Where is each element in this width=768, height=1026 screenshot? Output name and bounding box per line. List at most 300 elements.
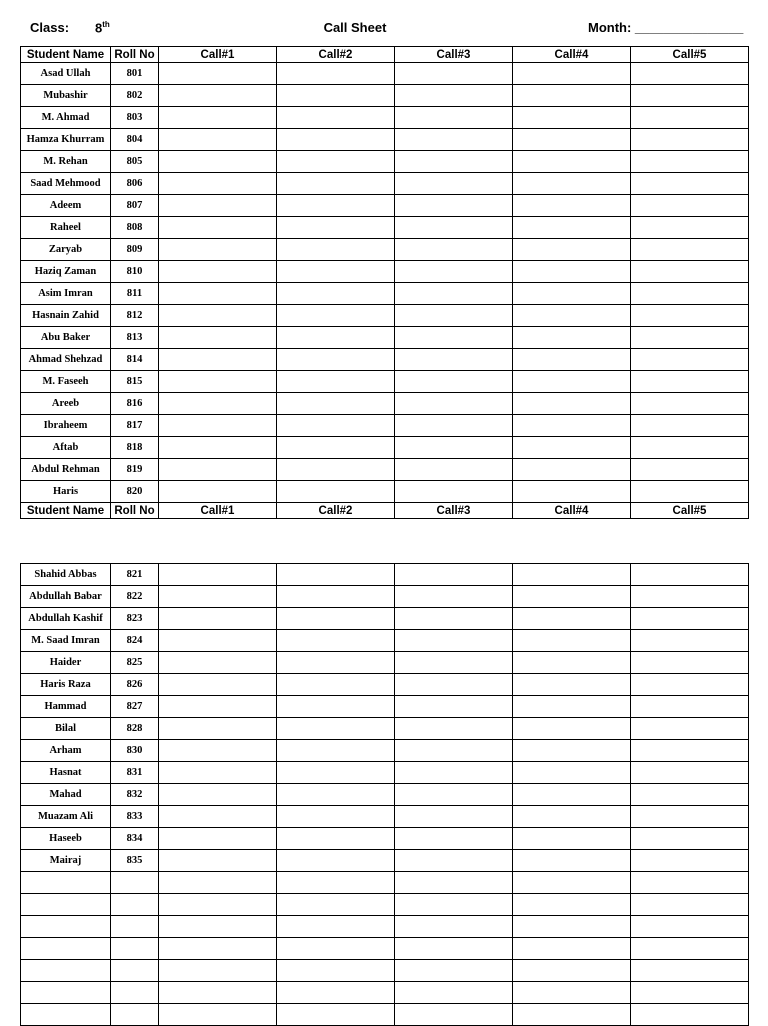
call-sheet-table-1: [20, 46, 749, 519]
student-name: Haris Raza: [21, 674, 111, 696]
roll-number: 808: [111, 217, 159, 239]
column-header-cell: Call#5: [631, 503, 749, 519]
call-cell[interactable]: [277, 652, 395, 674]
student-name: Abdul Rehman: [21, 459, 111, 481]
call-cell[interactable]: [277, 239, 395, 261]
call-cell[interactable]: [513, 960, 631, 982]
call-cell[interactable]: [395, 195, 513, 217]
call-cell[interactable]: [159, 872, 277, 894]
call-cell[interactable]: [513, 608, 631, 630]
call-cell[interactable]: [395, 151, 513, 173]
call-cell[interactable]: [395, 371, 513, 393]
call-cell[interactable]: [513, 239, 631, 261]
call-cell[interactable]: [631, 696, 749, 718]
call-cell[interactable]: [277, 481, 395, 503]
call-cell[interactable]: [395, 349, 513, 371]
call-cell[interactable]: [159, 481, 277, 503]
student-name: Ibraheem: [21, 415, 111, 437]
call-cell[interactable]: [159, 894, 277, 916]
call-cell[interactable]: [631, 459, 749, 481]
call-cell[interactable]: [395, 239, 513, 261]
call-cell[interactable]: [159, 151, 277, 173]
call-cell[interactable]: [631, 349, 749, 371]
call-cell[interactable]: [631, 784, 749, 806]
call-cell[interactable]: [159, 63, 277, 85]
call-cell[interactable]: [159, 239, 277, 261]
call-cell[interactable]: [159, 283, 277, 305]
table-row: [21, 415, 749, 437]
student-name: Bilal: [21, 718, 111, 740]
call-cell[interactable]: [631, 217, 749, 239]
roll-number: 819: [111, 459, 159, 481]
table-row: [21, 327, 749, 349]
call-cell[interactable]: [277, 349, 395, 371]
call-cell[interactable]: [513, 151, 631, 173]
call-cell[interactable]: [513, 481, 631, 503]
roll-number: 834: [111, 828, 159, 850]
call-cell[interactable]: [277, 828, 395, 850]
roll-number: 833: [111, 806, 159, 828]
call-cell[interactable]: [159, 415, 277, 437]
call-cell[interactable]: [395, 586, 513, 608]
call-cell[interactable]: [277, 762, 395, 784]
call-cell[interactable]: [513, 674, 631, 696]
call-cell[interactable]: [631, 415, 749, 437]
table-row: [21, 173, 749, 195]
call-cell[interactable]: [159, 85, 277, 107]
table-row: [21, 696, 749, 718]
call-cell[interactable]: [277, 217, 395, 239]
column-header-row: [21, 47, 749, 63]
call-cell[interactable]: [277, 195, 395, 217]
roll-number: 811: [111, 283, 159, 305]
roll-number: 804: [111, 129, 159, 151]
call-cell[interactable]: [513, 850, 631, 872]
call-cell[interactable]: [395, 85, 513, 107]
call-cell[interactable]: [277, 415, 395, 437]
roll-number: 821: [111, 564, 159, 586]
student-name: [21, 872, 111, 894]
call-cell[interactable]: [631, 608, 749, 630]
student-name: Haider: [21, 652, 111, 674]
table-row: [21, 850, 749, 872]
call-cell[interactable]: [513, 305, 631, 327]
call-cell[interactable]: [395, 217, 513, 239]
roll-number: 807: [111, 195, 159, 217]
table-row: [21, 1004, 749, 1026]
call-cell[interactable]: [631, 982, 749, 1004]
table-row: [21, 982, 749, 1004]
call-cell[interactable]: [395, 916, 513, 938]
call-cell[interactable]: [395, 1004, 513, 1026]
call-cell[interactable]: [631, 393, 749, 415]
call-cell[interactable]: [395, 173, 513, 195]
student-name: M. Faseeh: [21, 371, 111, 393]
student-name: Hasnain Zahid: [21, 305, 111, 327]
call-cell[interactable]: [631, 283, 749, 305]
call-cell[interactable]: [159, 371, 277, 393]
call-cell[interactable]: [631, 195, 749, 217]
call-cell[interactable]: [277, 916, 395, 938]
table-row: [21, 652, 749, 674]
call-cell[interactable]: [159, 674, 277, 696]
call-cell[interactable]: [395, 415, 513, 437]
column-header-cell: Student Name: [21, 47, 111, 63]
call-cell[interactable]: [395, 437, 513, 459]
roll-number: 831: [111, 762, 159, 784]
roll-number: 822: [111, 586, 159, 608]
table-row: [21, 305, 749, 327]
call-cell[interactable]: [631, 674, 749, 696]
call-cell[interactable]: [513, 718, 631, 740]
call-cell[interactable]: [159, 828, 277, 850]
call-cell[interactable]: [513, 564, 631, 586]
call-cell[interactable]: [631, 371, 749, 393]
call-cell[interactable]: [631, 305, 749, 327]
call-cell[interactable]: [159, 564, 277, 586]
call-cell[interactable]: [159, 608, 277, 630]
call-cell[interactable]: [631, 916, 749, 938]
table-row: [21, 459, 749, 481]
call-cell[interactable]: [631, 151, 749, 173]
call-cell[interactable]: [277, 718, 395, 740]
call-cell[interactable]: [631, 85, 749, 107]
call-cell[interactable]: [159, 107, 277, 129]
call-cell[interactable]: [513, 630, 631, 652]
call-cell[interactable]: [631, 481, 749, 503]
call-cell[interactable]: [395, 652, 513, 674]
column-header-cell: Call#1: [159, 47, 277, 63]
roll-number: [111, 982, 159, 1004]
call-cell[interactable]: [159, 195, 277, 217]
table-row: [21, 107, 749, 129]
call-cell[interactable]: [395, 982, 513, 1004]
call-cell[interactable]: [159, 850, 277, 872]
call-cell[interactable]: [159, 261, 277, 283]
call-cell[interactable]: [631, 107, 749, 129]
call-cell[interactable]: [395, 481, 513, 503]
student-name: Aftab: [21, 437, 111, 459]
call-cell[interactable]: [159, 586, 277, 608]
call-cell[interactable]: [513, 415, 631, 437]
call-cell[interactable]: [277, 564, 395, 586]
student-name: M. Rehan: [21, 151, 111, 173]
class-label: Class:: [30, 20, 70, 35]
call-cell[interactable]: [277, 85, 395, 107]
call-cell[interactable]: [631, 1004, 749, 1026]
student-name: Mubashir: [21, 85, 111, 107]
call-cell[interactable]: [395, 894, 513, 916]
call-cell[interactable]: [277, 850, 395, 872]
call-cell[interactable]: [631, 327, 749, 349]
call-cell[interactable]: [395, 784, 513, 806]
call-cell[interactable]: [159, 696, 277, 718]
roll-number: [111, 872, 159, 894]
call-cell[interactable]: [277, 107, 395, 129]
student-name: M. Saad Imran: [21, 630, 111, 652]
call-cell[interactable]: [513, 696, 631, 718]
call-cell[interactable]: [277, 63, 395, 85]
call-cell[interactable]: [277, 305, 395, 327]
call-cell[interactable]: [513, 652, 631, 674]
roll-number: 816: [111, 393, 159, 415]
call-cell[interactable]: [513, 459, 631, 481]
call-cell[interactable]: [513, 349, 631, 371]
call-cell[interactable]: [631, 564, 749, 586]
roll-number: 810: [111, 261, 159, 283]
call-cell[interactable]: [159, 718, 277, 740]
student-name: Areeb: [21, 393, 111, 415]
roll-number: 832: [111, 784, 159, 806]
student-name: Saad Mehmood: [21, 173, 111, 195]
call-cell[interactable]: [631, 872, 749, 894]
call-cell[interactable]: [159, 762, 277, 784]
call-cell[interactable]: [395, 718, 513, 740]
call-cell[interactable]: [631, 806, 749, 828]
call-cell[interactable]: [513, 982, 631, 1004]
call-cell[interactable]: [159, 349, 277, 371]
call-cell[interactable]: [513, 762, 631, 784]
call-cell[interactable]: [159, 982, 277, 1004]
call-cell[interactable]: [277, 586, 395, 608]
roll-number: 828: [111, 718, 159, 740]
call-cell[interactable]: [277, 938, 395, 960]
student-name: Hammad: [21, 696, 111, 718]
call-cell[interactable]: [513, 806, 631, 828]
call-cell[interactable]: [631, 239, 749, 261]
call-cell[interactable]: [277, 371, 395, 393]
table-row: [21, 261, 749, 283]
call-cell[interactable]: [513, 217, 631, 239]
call-cell[interactable]: [631, 586, 749, 608]
call-cell[interactable]: [159, 459, 277, 481]
call-cell[interactable]: [631, 894, 749, 916]
call-cell[interactable]: [395, 762, 513, 784]
call-cell[interactable]: [159, 305, 277, 327]
call-cell[interactable]: [277, 674, 395, 696]
call-cell[interactable]: [159, 437, 277, 459]
column-header-cell: Roll No: [111, 47, 159, 63]
table-row: [21, 674, 749, 696]
call-cell[interactable]: [159, 173, 277, 195]
call-cell[interactable]: [395, 283, 513, 305]
call-cell[interactable]: [395, 261, 513, 283]
call-cell[interactable]: [159, 740, 277, 762]
call-cell[interactable]: [159, 393, 277, 415]
student-name: Mahad: [21, 784, 111, 806]
call-cell[interactable]: [159, 129, 277, 151]
call-cell[interactable]: [395, 828, 513, 850]
call-cell[interactable]: [631, 652, 749, 674]
call-cell[interactable]: [631, 828, 749, 850]
call-cell[interactable]: [277, 784, 395, 806]
call-cell[interactable]: [513, 85, 631, 107]
call-cell[interactable]: [277, 283, 395, 305]
call-cell[interactable]: [395, 806, 513, 828]
call-cell[interactable]: [631, 437, 749, 459]
column-header-cell: Call#4: [513, 47, 631, 63]
column-header-cell: Call#4: [513, 503, 631, 519]
call-cell[interactable]: [277, 151, 395, 173]
roll-number: 820: [111, 481, 159, 503]
call-cell[interactable]: [631, 718, 749, 740]
table-row: [21, 283, 749, 305]
column-footer-row: [21, 503, 749, 519]
call-cell[interactable]: [159, 652, 277, 674]
call-cell[interactable]: [277, 960, 395, 982]
call-cell[interactable]: [395, 63, 513, 85]
call-cell[interactable]: [395, 305, 513, 327]
roll-number: 818: [111, 437, 159, 459]
call-cell[interactable]: [513, 1004, 631, 1026]
table-row: [21, 828, 749, 850]
call-cell[interactable]: [631, 850, 749, 872]
call-cell[interactable]: [277, 894, 395, 916]
call-cell[interactable]: [159, 327, 277, 349]
call-cell[interactable]: [631, 63, 749, 85]
call-cell[interactable]: [277, 261, 395, 283]
call-cell[interactable]: [513, 586, 631, 608]
call-cell[interactable]: [395, 459, 513, 481]
call-cell[interactable]: [277, 630, 395, 652]
call-cell[interactable]: [395, 674, 513, 696]
call-cell[interactable]: [159, 938, 277, 960]
call-cell[interactable]: [277, 806, 395, 828]
table-row: [21, 894, 749, 916]
call-cell[interactable]: [631, 960, 749, 982]
student-name: Arham: [21, 740, 111, 762]
call-cell[interactable]: [513, 261, 631, 283]
call-cell[interactable]: [395, 696, 513, 718]
call-cell[interactable]: [395, 608, 513, 630]
table-row: [21, 718, 749, 740]
call-cell[interactable]: [513, 938, 631, 960]
student-name: Hasnat: [21, 762, 111, 784]
call-sheet-table-2: [20, 563, 749, 1026]
call-cell[interactable]: [631, 173, 749, 195]
call-cell[interactable]: [513, 437, 631, 459]
roll-number: 824: [111, 630, 159, 652]
table-row: [21, 586, 749, 608]
student-name: Muazam Ali: [21, 806, 111, 828]
call-cell[interactable]: [513, 828, 631, 850]
student-name: Zaryab: [21, 239, 111, 261]
call-cell[interactable]: [513, 371, 631, 393]
table-row: [21, 349, 749, 371]
student-name: [21, 982, 111, 1004]
call-cell[interactable]: [395, 107, 513, 129]
column-header-cell: Call#2: [277, 47, 395, 63]
column-header-cell: Call#3: [395, 503, 513, 519]
call-cell[interactable]: [631, 129, 749, 151]
roll-number: 805: [111, 151, 159, 173]
call-cell[interactable]: [159, 916, 277, 938]
table-row: [21, 784, 749, 806]
call-cell[interactable]: [513, 872, 631, 894]
call-cell[interactable]: [631, 938, 749, 960]
call-cell[interactable]: [277, 173, 395, 195]
table-row: [21, 762, 749, 784]
call-cell[interactable]: [277, 437, 395, 459]
roll-number: 815: [111, 371, 159, 393]
call-cell[interactable]: [395, 129, 513, 151]
call-cell[interactable]: [159, 630, 277, 652]
table-row: [21, 608, 749, 630]
call-cell[interactable]: [513, 173, 631, 195]
call-cell[interactable]: [513, 784, 631, 806]
call-cell[interactable]: [159, 784, 277, 806]
call-cell[interactable]: [395, 564, 513, 586]
call-cell[interactable]: [277, 327, 395, 349]
roll-number: [111, 938, 159, 960]
call-cell[interactable]: [395, 872, 513, 894]
call-cell[interactable]: [159, 806, 277, 828]
call-cell[interactable]: [631, 740, 749, 762]
call-cell[interactable]: [631, 762, 749, 784]
call-cell[interactable]: [395, 630, 513, 652]
call-cell[interactable]: [631, 261, 749, 283]
roll-number: 802: [111, 85, 159, 107]
call-cell[interactable]: [277, 1004, 395, 1026]
table-row: [21, 564, 749, 586]
call-cell[interactable]: [513, 129, 631, 151]
roll-number: 830: [111, 740, 159, 762]
call-cell[interactable]: [513, 195, 631, 217]
table-row: [21, 393, 749, 415]
student-name: [21, 916, 111, 938]
student-name: Haziq Zaman: [21, 261, 111, 283]
call-cell[interactable]: [513, 327, 631, 349]
call-cell[interactable]: [513, 63, 631, 85]
call-cell[interactable]: [395, 850, 513, 872]
student-name: Ahmad Shehzad: [21, 349, 111, 371]
call-cell[interactable]: [513, 107, 631, 129]
call-cell[interactable]: [631, 630, 749, 652]
table-row: [21, 806, 749, 828]
call-cell[interactable]: [277, 459, 395, 481]
call-cell[interactable]: [277, 608, 395, 630]
call-cell[interactable]: [513, 283, 631, 305]
table-row: [21, 481, 749, 503]
student-name: [21, 894, 111, 916]
call-cell[interactable]: [395, 960, 513, 982]
call-cell[interactable]: [395, 938, 513, 960]
month-field: Month: _______________: [588, 20, 744, 35]
call-cell[interactable]: [395, 740, 513, 762]
call-cell[interactable]: [277, 982, 395, 1004]
student-name: Abdullah Babar: [21, 586, 111, 608]
call-cell[interactable]: [159, 1004, 277, 1026]
call-cell[interactable]: [513, 393, 631, 415]
call-cell[interactable]: [277, 872, 395, 894]
roll-number: 803: [111, 107, 159, 129]
call-cell[interactable]: [159, 217, 277, 239]
call-cell[interactable]: [277, 393, 395, 415]
call-cell[interactable]: [395, 327, 513, 349]
call-cell[interactable]: [277, 696, 395, 718]
table-row: [21, 916, 749, 938]
call-cell[interactable]: [159, 960, 277, 982]
column-header-cell: Call#3: [395, 47, 513, 63]
roll-number: 813: [111, 327, 159, 349]
student-name: [21, 938, 111, 960]
call-cell[interactable]: [277, 129, 395, 151]
call-cell[interactable]: [277, 740, 395, 762]
call-cell[interactable]: [513, 740, 631, 762]
call-cell[interactable]: [513, 894, 631, 916]
call-cell[interactable]: [513, 916, 631, 938]
call-cell[interactable]: [395, 393, 513, 415]
